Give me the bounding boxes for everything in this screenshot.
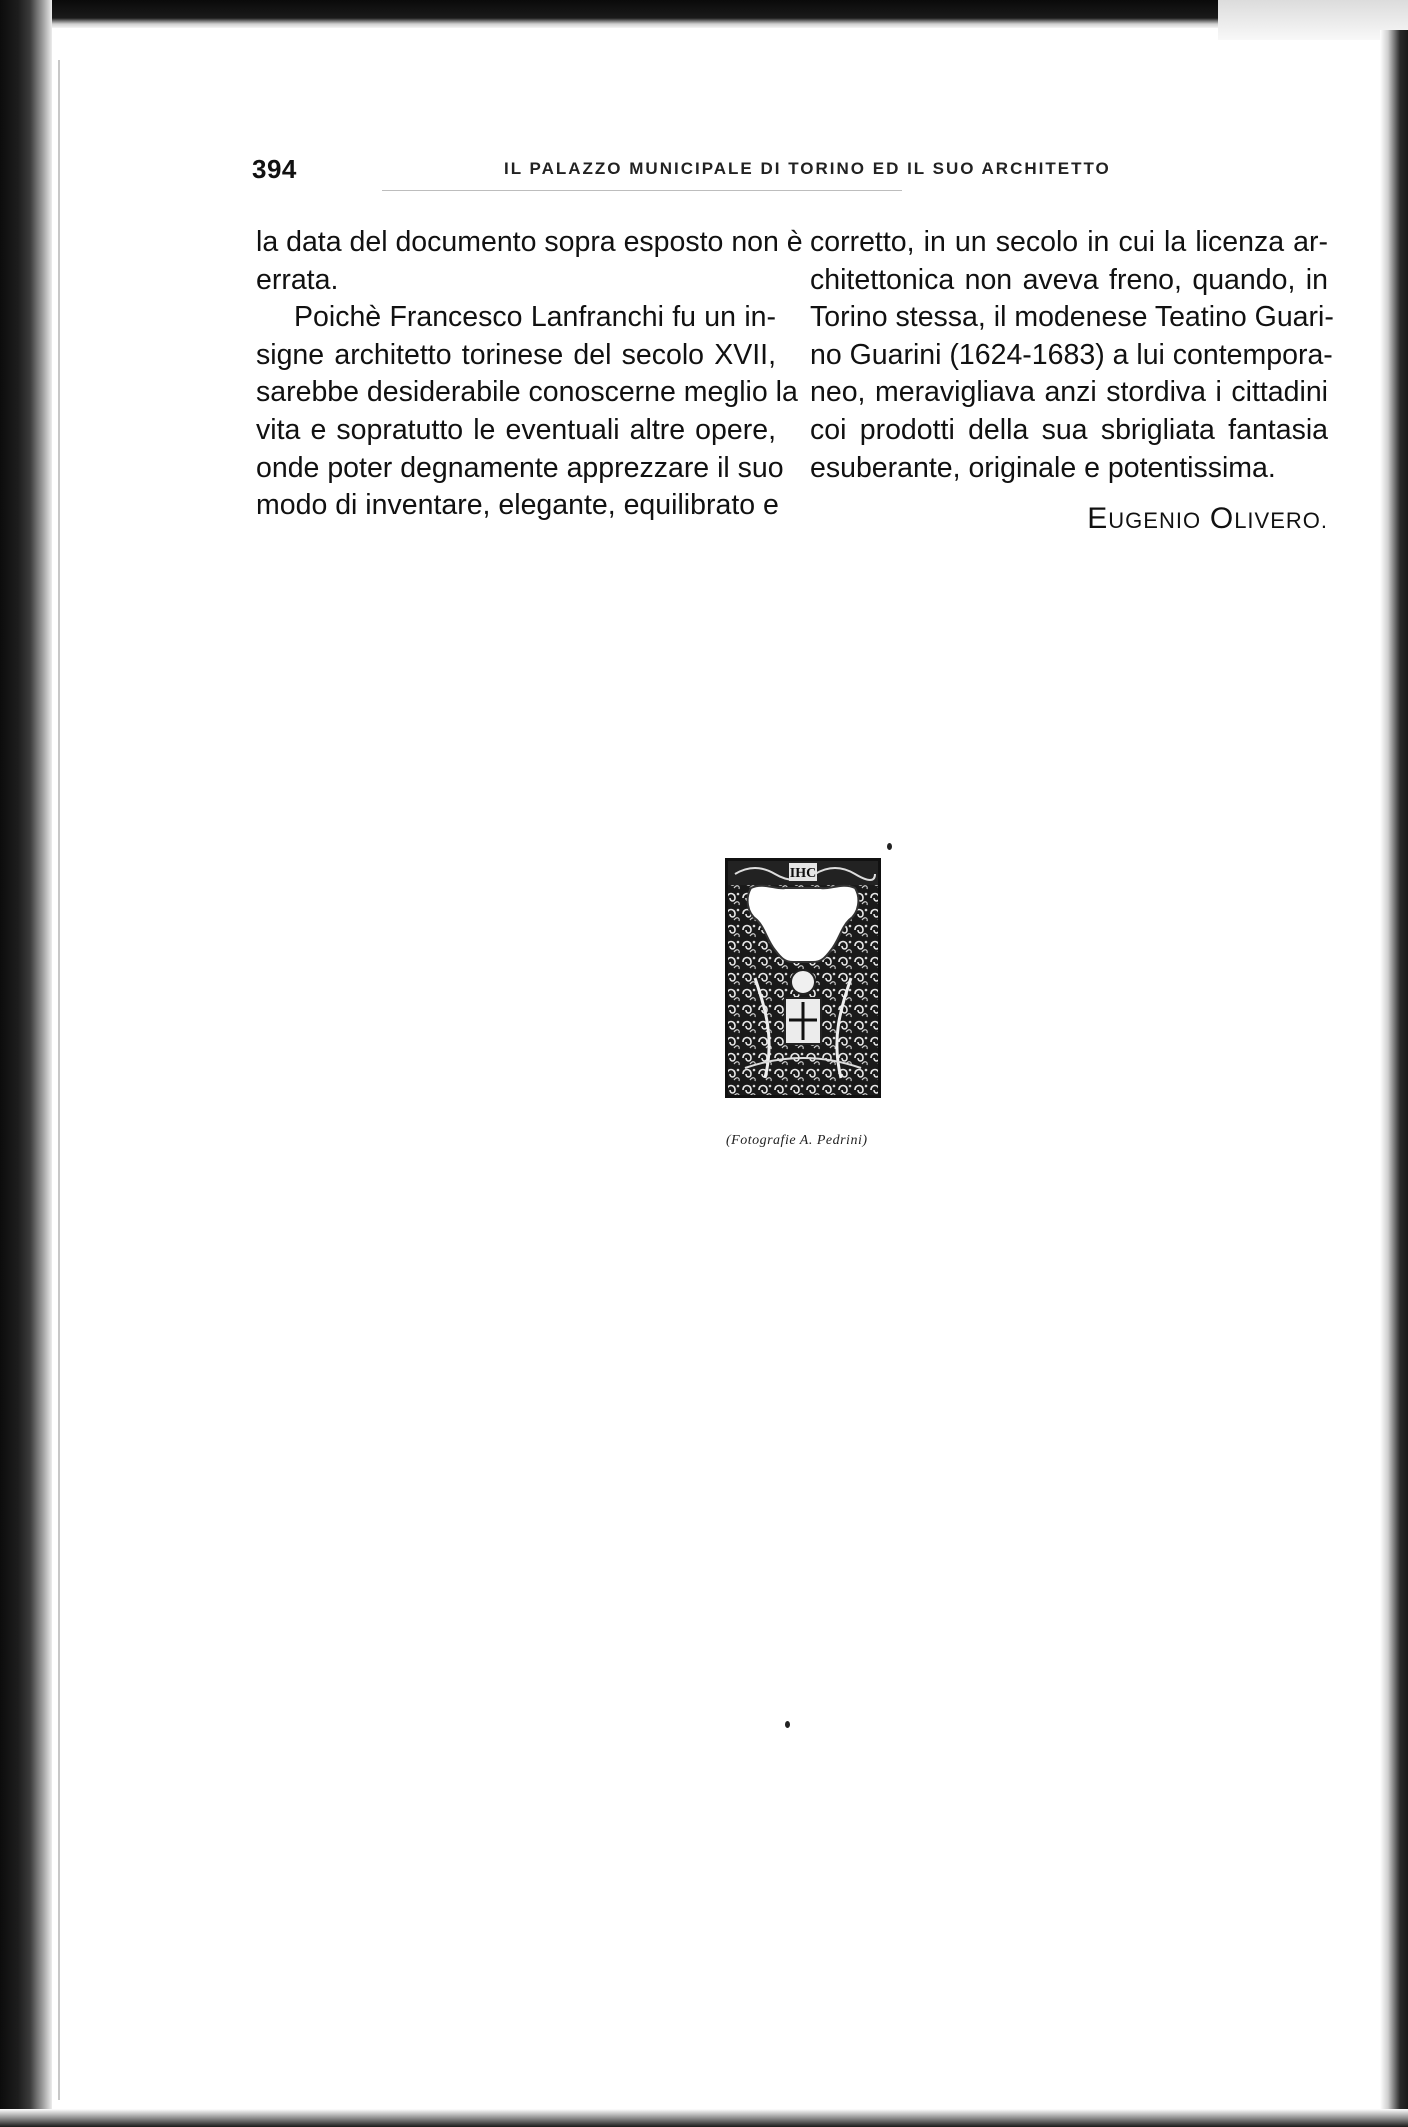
text-line: signe architetto torinese del secolo XVII, xyxy=(256,338,776,371)
signature-last-rest: LIVERO. xyxy=(1234,508,1328,533)
figure-caption: (Fotografie A. Pedrini) xyxy=(726,1133,868,1148)
scan-border-right xyxy=(1380,30,1408,2127)
ornamental-cartouche-icon xyxy=(725,858,881,1098)
page-number: 394 xyxy=(252,154,297,184)
text-line: Torino stessa, il modenese Teatino Guari- xyxy=(810,301,1334,334)
author-signature xyxy=(1087,502,1328,536)
scan-gutter-line xyxy=(58,60,60,2100)
text-line: no Guarini (1624-1683) a lui contempora- xyxy=(810,338,1333,371)
signature-first-initial: E xyxy=(1087,502,1109,535)
running-head xyxy=(252,154,1324,194)
ornamental-cartouche-figure xyxy=(725,858,881,1098)
text-line: esuberante, originale e potentissima. xyxy=(810,451,1276,484)
scan-border-bottom xyxy=(0,2109,1408,2127)
text-line: la data del documento sopra esposto non è xyxy=(256,226,803,258)
text-line: corretto, in un secolo in cui la licenza ar- xyxy=(810,226,1328,258)
header-rule xyxy=(382,190,902,191)
text-line: Poichè Francesco Lanfranchi fu un in- xyxy=(294,301,776,334)
text-line: onde poter degnamente apprezzare il suo xyxy=(256,451,784,484)
text-line: vita e sopratutto le eventuali altre opere, xyxy=(256,413,776,446)
svg-text:IHC: IHC xyxy=(789,866,817,881)
scan-border-left xyxy=(0,0,52,2127)
scan-speck xyxy=(785,1721,790,1728)
text-line: errata. xyxy=(256,263,339,296)
text-line: chitettonica non aveva freno, quando, in xyxy=(810,263,1328,296)
scan-speck xyxy=(887,843,892,850)
text-column-left xyxy=(256,224,803,525)
signature-first-rest: UGENIO xyxy=(1108,508,1202,533)
signature-last-initial: O xyxy=(1209,502,1235,535)
text-line: coi prodotti della sua sbrigliata fantasia xyxy=(810,413,1328,446)
text-line: sarebbe desiderabile conoscerne meglio la xyxy=(256,376,798,409)
text-line: neo, meravigliava anzi stordiva i cittadini xyxy=(810,376,1328,409)
running-title: IL PALAZZO MUNICIPALE DI TORINO ED IL SUO ARCHITETTO xyxy=(504,159,1111,178)
text-column-right xyxy=(810,224,1334,487)
scan-border-top xyxy=(0,0,1408,28)
text-line: modo di inventare, elegante, equilibrato e xyxy=(256,489,779,522)
